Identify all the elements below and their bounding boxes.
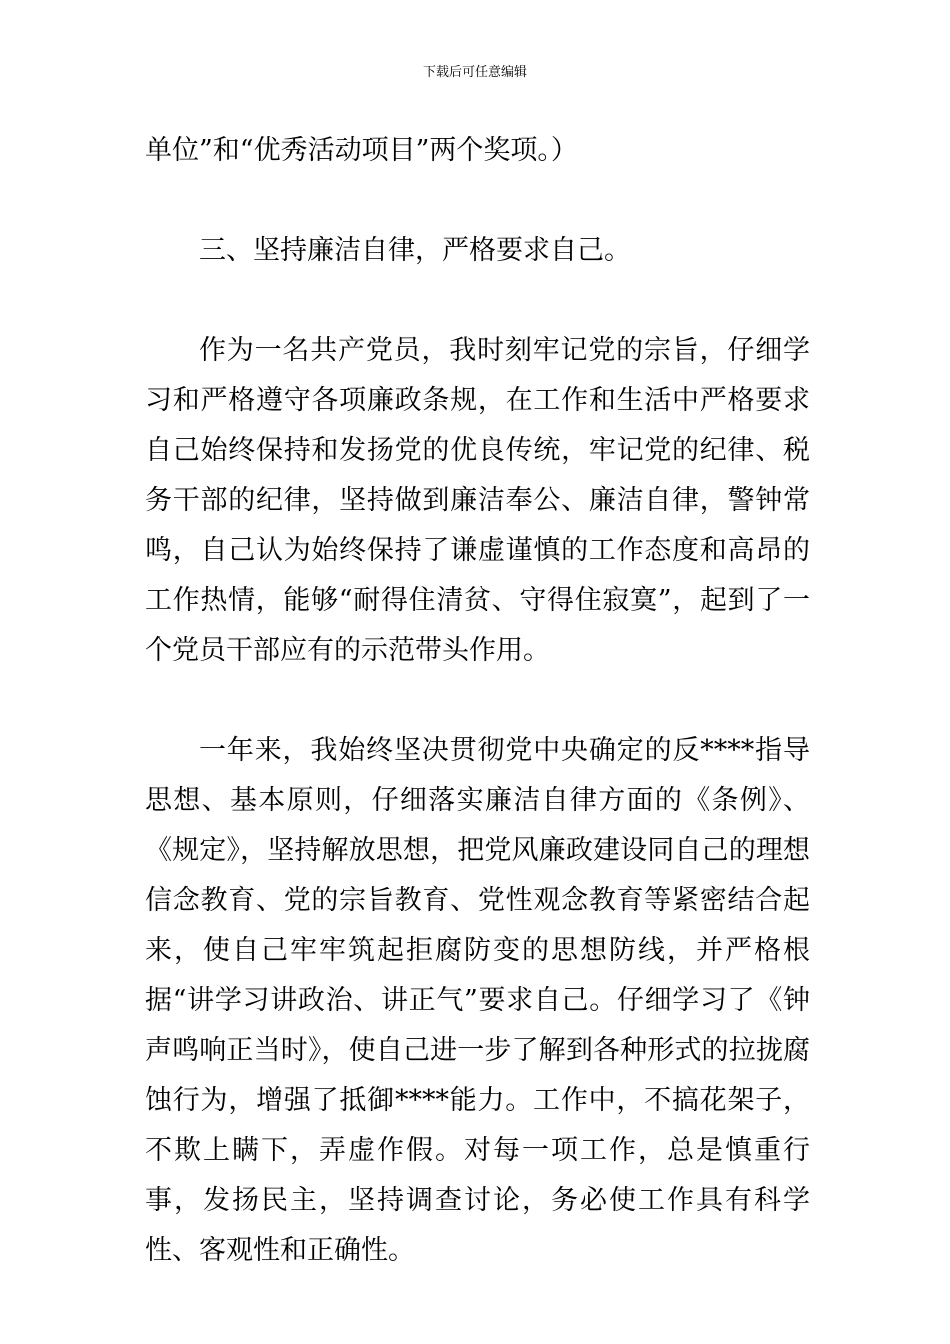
page-header: 下载后可任意编辑 <box>422 65 527 80</box>
section-heading: 三、坚持廉洁自律，严格要求自己。 <box>199 235 631 266</box>
paragraph-year-review: 一年来，我始终坚决贯彻党中央确定的反****指导思想、基本原则，仔细落实廉洁自律方面的《条例》、《规定》，坚持解放思想，把党风廉政建设同自己的理想信念教育、党的宗旨教育、党性观念教育等紧密结合起来，使自己牢牢筑起拒腐防变的思想防线，并严格根据“讲学习讲政治、讲正气”要求自己。仔细学习了《钟声鸣响正当时》，使自己进一步了解到各种形式的拉拢腐蚀行为，增强了抵御****能力。工作中，不搞花架子，不欺上瞒下，弄虚作假。对每一项工作，总是慎重行事，发扬民主，坚持调查讨论，务必使工作具有科学性、客观性和正确性。 <box>145 735 810 1266</box>
paragraph-party-member: 作为一名共产党员，我时刻牢记党的宗旨，仔细学习和严格遵守各项廉政条规，在工作和生活中严格要求自己始终保持和发扬党的优良传统，牢记党的纪律、税务干部的纪律，坚持做到廉洁奉公、廉洁自律，警钟常鸣，自己认为始终保持了谦虚谨慎的工作态度和高昂的工作热情，能够“耐得住清贫、守得住寂寞”，起到了一个党员干部应有的示范带头作用。 <box>145 335 810 666</box>
document-body <box>145 126 810 1276</box>
paragraph-continuation: 单位”和“优秀活动项目”两个奖项。） <box>145 135 578 166</box>
